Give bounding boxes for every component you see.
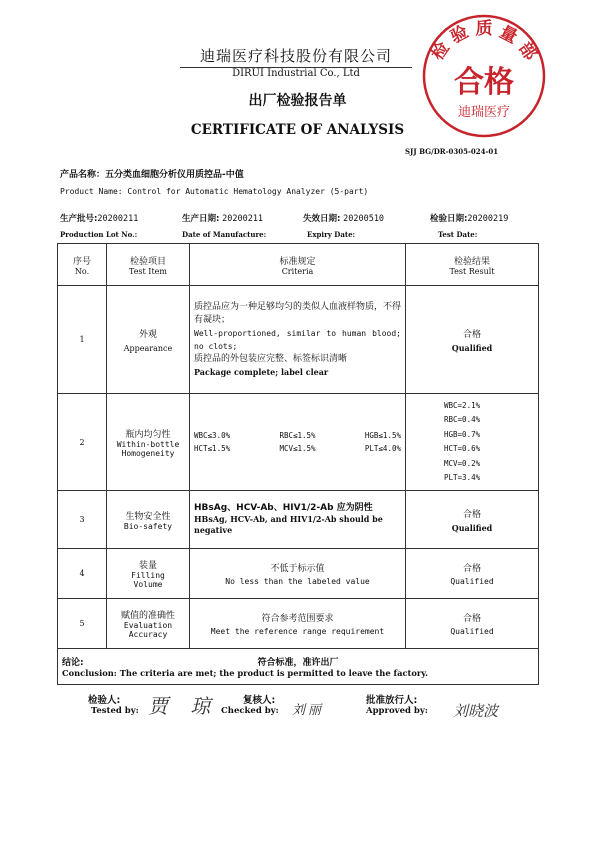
table-header-row [58,244,539,286]
header-result-cn: 检验结果 [453,256,490,267]
result-en: Qualified [451,342,493,353]
item-cn: 装量 [138,561,157,571]
item-en: Evaluation [123,621,173,630]
criteria-value: PLT≤4.0% [364,444,401,453]
result-cn: 合格 [462,614,481,624]
item-cn: 生物安全性 [125,511,171,522]
criteria-value: HCT≤1.5% [194,444,231,453]
criteria-en: Package complete; label clear [194,366,329,377]
company-name-en: DIRUI Industrial Co., Ltd [232,68,360,79]
conclusion-row [58,649,539,685]
result-value: HGB=0.7% [444,429,481,439]
checked-by [221,692,279,716]
lot-label-en: Production Lot No.: [60,230,138,239]
mfg-value: 20200211 [222,214,264,224]
item-cn: 赋值的准确性 [120,611,175,621]
criteria-en: Well-proportioned, similar to human blood; no clots; [194,328,401,351]
header-criteria-cn: 标准规定 [279,256,316,267]
header-no-en: No. [74,266,90,276]
item-cn: 瓶内均匀性 [125,429,171,440]
tested-label-cn: 检验人: [88,695,121,706]
manufacture-date [182,212,263,224]
result-cn: 合格 [462,329,481,340]
approved-label-en: Approved by: [366,706,428,716]
table-row [58,394,539,491]
row-number: 5 [58,599,107,649]
test-label-en: Test Date: [438,230,478,239]
result-value: WBC=2.1% [444,400,481,410]
header-item-cn: 检验项目 [129,256,166,267]
criteria-cn: 质控品的外包装应完整、标签标识清晰 [194,353,348,364]
header-result-en: Test Result [449,266,495,276]
header-item-en: Test Item [128,266,167,276]
test-label: 检验日期: [430,214,468,224]
svg-text:合格: 合格 [454,65,514,100]
conclusion-label: 结论: [62,658,84,668]
criteria-value: RBC≤1.5% [279,431,316,440]
criteria-cn: HBsAg、HCV-Ab、HIV1/2-Ab 应为阴性 [194,503,373,513]
lot-number [60,212,138,224]
approved-signature: 刘晓波 [453,702,499,720]
svg-text:迪瑞医疗: 迪瑞医疗 [457,105,511,120]
item-cn: 外观 [138,329,157,340]
item-en: Filling [131,571,165,580]
approved-label-cn: 批准放行人: [366,695,418,706]
analysis-table [57,243,539,685]
item-en: Accuracy [128,630,168,639]
criteria-value: MCV≤1.5% [279,444,316,453]
header-no-cn: 序号 [72,256,91,267]
quality-stamp [420,12,548,140]
table-row [58,599,539,649]
row-number: 3 [58,491,107,549]
mfg-label: 生产日期: [182,214,220,224]
result-cn: 合格 [462,509,481,520]
tested-signature: 贾 琼 [148,694,219,718]
checked-signature: 刘丽 [292,703,325,718]
item-en: Appearance [123,343,173,353]
result-cn: 合格 [462,564,481,574]
result-value: PLT=3.4% [444,473,481,482]
tested-by [88,692,139,716]
document-number: SJJ BG/DR-0305-024-01 [405,147,499,156]
row-number: 4 [58,549,107,599]
checked-label-cn: 复核人: [243,695,276,706]
approved-by [366,692,428,716]
header-criteria-en: Criteria [281,266,314,276]
expiry-date [303,212,384,224]
svg-text:检 验 质 量 部: 检 验 质 量 部 [427,19,541,65]
criteria-en: No less than the labeled value [225,577,370,586]
lot-value: 20200211 [97,214,139,224]
test-value: 20200219 [467,214,509,224]
document-title-cn: 出厂检验报告单 [248,93,347,109]
item-en: Homogeneity [121,448,175,458]
item-en: Within-bottle [116,439,180,449]
criteria-value: WBC≤3.0% [194,431,231,440]
result-en: Qualified [450,577,494,586]
criteria-cn: 符合参考范围要求 [261,614,334,624]
lot-label: 生产批号: [60,214,98,224]
table-row [58,549,539,599]
row-number: 2 [58,394,107,491]
result-value: RBC=0.4% [444,415,481,424]
exp-value: 20200510 [343,214,385,224]
item-en: Bio-safety [123,521,173,531]
product-name-label: 产品名称： [60,170,106,180]
conclusion-cn: 符合标准，准许出厂 [257,658,339,668]
criteria-value: HGB≤1.5% [364,431,401,440]
result-value: MCV=0.2% [444,458,481,468]
test-date [430,212,508,224]
exp-label: 失效日期: [303,214,341,224]
mfg-label-en: Date of Manufacture: [182,230,267,239]
row-number: 1 [58,286,107,394]
table-row [58,491,539,549]
result-en: Qualified [451,522,493,533]
table-row [58,286,539,394]
product-name-value: 五分类血细胞分析仪用质控品-中值 [105,170,244,180]
checked-label-en: Checked by: [221,706,279,716]
criteria-en: Meet the reference range requirement [210,627,385,636]
result-value: HCT=0.6% [444,444,481,453]
item-en: Volume [133,580,163,589]
conclusion-en: Conclusion: The criteria are met; the product is permitted to leave the factory. [62,668,428,678]
company-name-cn: 迪瑞医疗科技股份有限公司 [180,45,412,68]
document-title-en: CERTIFICATE OF ANALYSIS [190,122,405,138]
product-name-en: Product Name: Control for Automatic Hematology Analyzer (5-part) [60,187,369,196]
result-en: Qualified [450,627,494,636]
criteria-cn: 不低于标示值 [270,564,325,574]
criteria-cn: 质控品应为一种足够均匀的类似人血液样物质，不得有凝块； [194,301,402,325]
exp-label-en: Expiry Date: [307,230,356,239]
criteria-en: HBsAg, HCV-Ab, and HIV1/2-Ab should be negative [194,514,383,535]
tested-label-en: Tested by: [91,706,139,716]
product-name-cn [60,167,244,180]
